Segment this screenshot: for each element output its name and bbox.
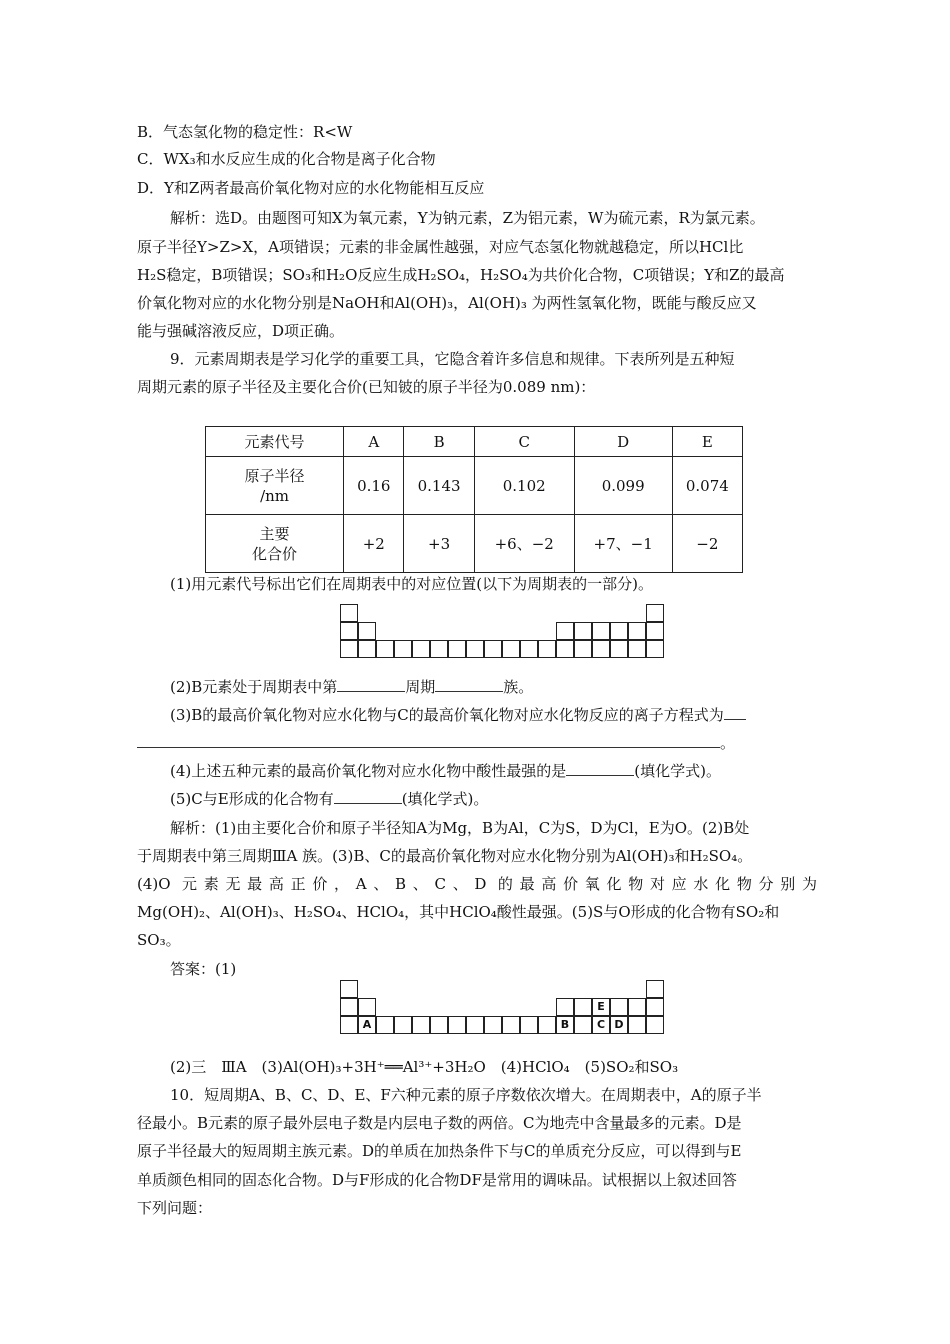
analysis-9-line-2: 于周期表中第三周期ⅢA 族。(3)B、C的最高价氧化物对应水化物分别为Al(OH)₃和H₂SO₄。 (137, 847, 753, 865)
table-cell: E (672, 427, 742, 457)
table-cell: B (404, 427, 474, 457)
grid-cell: C (592, 1016, 610, 1034)
grid-cell (340, 622, 358, 640)
grid-cell (412, 1016, 430, 1034)
question-10-line-2: 径最小。B元素的原子最外层电子数是内层电子数的两倍。C为地壳中含量最多的元素。D是 (137, 1114, 742, 1132)
grid-cell: E (592, 998, 610, 1016)
grid-cell (556, 622, 574, 640)
grid-cell (430, 640, 448, 658)
analysis-9-line-5: SO₃。 (137, 931, 181, 949)
analysis-9-line-4: Mg(OH)₂、Al(OH)₃、H₂SO₄、HClO₄，其中HClO₄酸性最强。(5)S与O形成的化合物有SO₂和 (137, 903, 780, 921)
grid-cell (574, 1016, 592, 1034)
question-10-line-4: 单质颜色相同的固态化合物。D与F形成的化合物DF是常用的调味品。试根据以上叙述回答 (137, 1171, 737, 1189)
question-9-part-5: (5)C与E形成的化合物有 (填化学式)。 (170, 790, 489, 808)
grid-cell (610, 640, 628, 658)
table-cell: 0.074 (672, 457, 742, 515)
answer-blank[interactable] (724, 705, 746, 720)
grid-cell (646, 622, 664, 640)
table-row (206, 457, 743, 515)
grid-cell (340, 640, 358, 658)
option-c: C．WX₃和水反应生成的化合物是离子化合物 (137, 150, 436, 168)
grid-cell: B (556, 1016, 574, 1034)
grid-cell (538, 640, 556, 658)
grid-cell (520, 1016, 538, 1034)
grid-cell (484, 1016, 502, 1034)
grid-cell (394, 1016, 412, 1034)
answer-blank[interactable] (566, 761, 634, 776)
table-cell: 0.16 (344, 457, 404, 515)
analysis-8-line-3: H₂S稳定，B项错误；SO₃和H₂O反应生成H₂SO₄，H₂SO₄为共价化合物，C项错误；Y和Z的最高 (137, 266, 785, 284)
answer-line: (2)三 ⅢA (3)Al(OH)₃+3H⁺══Al³⁺+3H₂O (4)HClO₄ (5)SO₂和SO₃ (170, 1058, 679, 1076)
analysis-9-line-3: (4)O 元素无最高正价，A、B、C、D 的最高价氧化物对应水化物分别为 (137, 875, 817, 893)
answer-label: 答案：(1) (170, 960, 237, 978)
grid-cell (556, 640, 574, 658)
grid-cell (646, 980, 664, 998)
table-cell: 原子半径 /nm (206, 457, 344, 515)
grid-cell (448, 1016, 466, 1034)
grid-cell (574, 640, 592, 658)
table-cell: +6、−2 (474, 515, 574, 573)
question-9-part-3-cont: 。 (137, 732, 817, 754)
grid-cell (628, 640, 646, 658)
table-cell: 0.099 (574, 457, 672, 515)
grid-cell: A (358, 1016, 376, 1034)
option-d: D．Y和Z两者最高价氧化物对应的水化物能相互反应 (137, 179, 485, 197)
question-10-line-3: 原子半径最大的短周期主族元素。D的单质在加热条件下与C的单质充分反应，可以得到与E (137, 1142, 742, 1160)
question-9-part-4: (4)上述五种元素的最高价氧化物对应水化物中酸性最强的是 (填化学式)。 (170, 762, 721, 780)
table-cell: +2 (344, 515, 404, 573)
grid-cell (520, 640, 538, 658)
grid-cell (628, 998, 646, 1016)
analysis-8-line-4: 价氧化物对应的水化物分别是NaOH和Al(OH)₃，Al(OH)₃ 为两性氢氧化物，既能与酸反应又 (137, 294, 757, 312)
grid-cell (358, 640, 376, 658)
grid-cell (646, 998, 664, 1016)
grid-cell (628, 1016, 646, 1034)
grid-cell (502, 640, 520, 658)
grid-cell (646, 640, 664, 658)
question-10-line-5: 下列问题： (137, 1199, 213, 1217)
grid-cell (358, 998, 376, 1016)
answer-blank[interactable] (137, 733, 720, 748)
grid-cell (556, 998, 574, 1016)
element-table (205, 426, 743, 573)
grid-cell (574, 998, 592, 1016)
table-cell: +7、−1 (574, 515, 672, 573)
table-cell: 0.102 (474, 457, 574, 515)
table-cell: 主要 化合价 (206, 515, 344, 573)
grid-cell (340, 980, 358, 998)
table-row (206, 515, 743, 573)
grid-cell (610, 998, 628, 1016)
question-9-line-2: 周期元素的原子半径及主要化合价(已知铍的原子半径为0.089 nm)： (137, 378, 596, 396)
question-9-part-2: (2)B元素处于周期表中第 周期 族。 (170, 678, 534, 696)
table-cell: +3 (404, 515, 474, 573)
table-header-row (206, 427, 743, 457)
grid-cell (358, 622, 376, 640)
grid-cell (502, 1016, 520, 1034)
table-cell: 元素代号 (206, 427, 344, 457)
grid-cell (466, 1016, 484, 1034)
grid-cell (340, 1016, 358, 1034)
grid-cell (448, 640, 466, 658)
answer-blank[interactable] (337, 677, 405, 692)
grid-cell (466, 640, 484, 658)
table-cell: C (474, 427, 574, 457)
grid-cell (430, 1016, 448, 1034)
table-cell: −2 (672, 515, 742, 573)
answer-blank[interactable] (334, 789, 402, 804)
grid-cell (340, 604, 358, 622)
grid-cell (646, 604, 664, 622)
analysis-8-line-1: 解析：选D。由题图可知X为氧元素，Y为钠元素，Z为铝元素，W为硫元素，R为氯元素。 (170, 209, 765, 227)
table-cell: A (344, 427, 404, 457)
grid-cell (646, 1016, 664, 1034)
analysis-8-line-2: 原子半径Y>Z>X，A项错误；元素的非金属性越强，对应气态氢化物就越稳定，所以HCl比 (137, 238, 744, 256)
grid-cell (412, 640, 430, 658)
question-9-line-1: 9．元素周期表是学习化学的重要工具，它隐含着许多信息和规律。下表所列是五种短 (170, 350, 735, 368)
grid-cell (610, 622, 628, 640)
question-9-part-3: (3)B的最高价氧化物对应水化物与C的最高价氧化物对应水化物反应的离子方程式为 (170, 704, 818, 726)
grid-cell: D (610, 1016, 628, 1034)
table-cell: D (574, 427, 672, 457)
table-cell: 0.143 (404, 457, 474, 515)
grid-cell (376, 1016, 394, 1034)
grid-cell (592, 622, 610, 640)
question-9-part-1: (1)用元素代号标出它们在周期表中的对应位置(以下为周期表的一部分)。 (170, 575, 653, 593)
grid-cell (484, 640, 502, 658)
grid-cell (394, 640, 412, 658)
grid-cell (628, 622, 646, 640)
grid-cell (574, 622, 592, 640)
grid-cell (340, 998, 358, 1016)
question-10-line-1: 10．短周期A、B、C、D、E、F六种元素的原子序数依次增大。在周期表中，A的原子半 (170, 1086, 762, 1104)
answer-blank[interactable] (435, 677, 503, 692)
grid-cell (538, 1016, 556, 1034)
analysis-8-line-5: 能与强碱溶液反应，D项正确。 (137, 322, 345, 340)
analysis-9-line-1: 解析：(1)由主要化合价和原子半径知A为Mg，B为Al，C为S，D为Cl，E为O。(2)B处 (170, 819, 750, 837)
option-b: B．气态氢化物的稳定性：R<W (137, 123, 353, 141)
grid-cell (592, 640, 610, 658)
grid-cell (376, 640, 394, 658)
